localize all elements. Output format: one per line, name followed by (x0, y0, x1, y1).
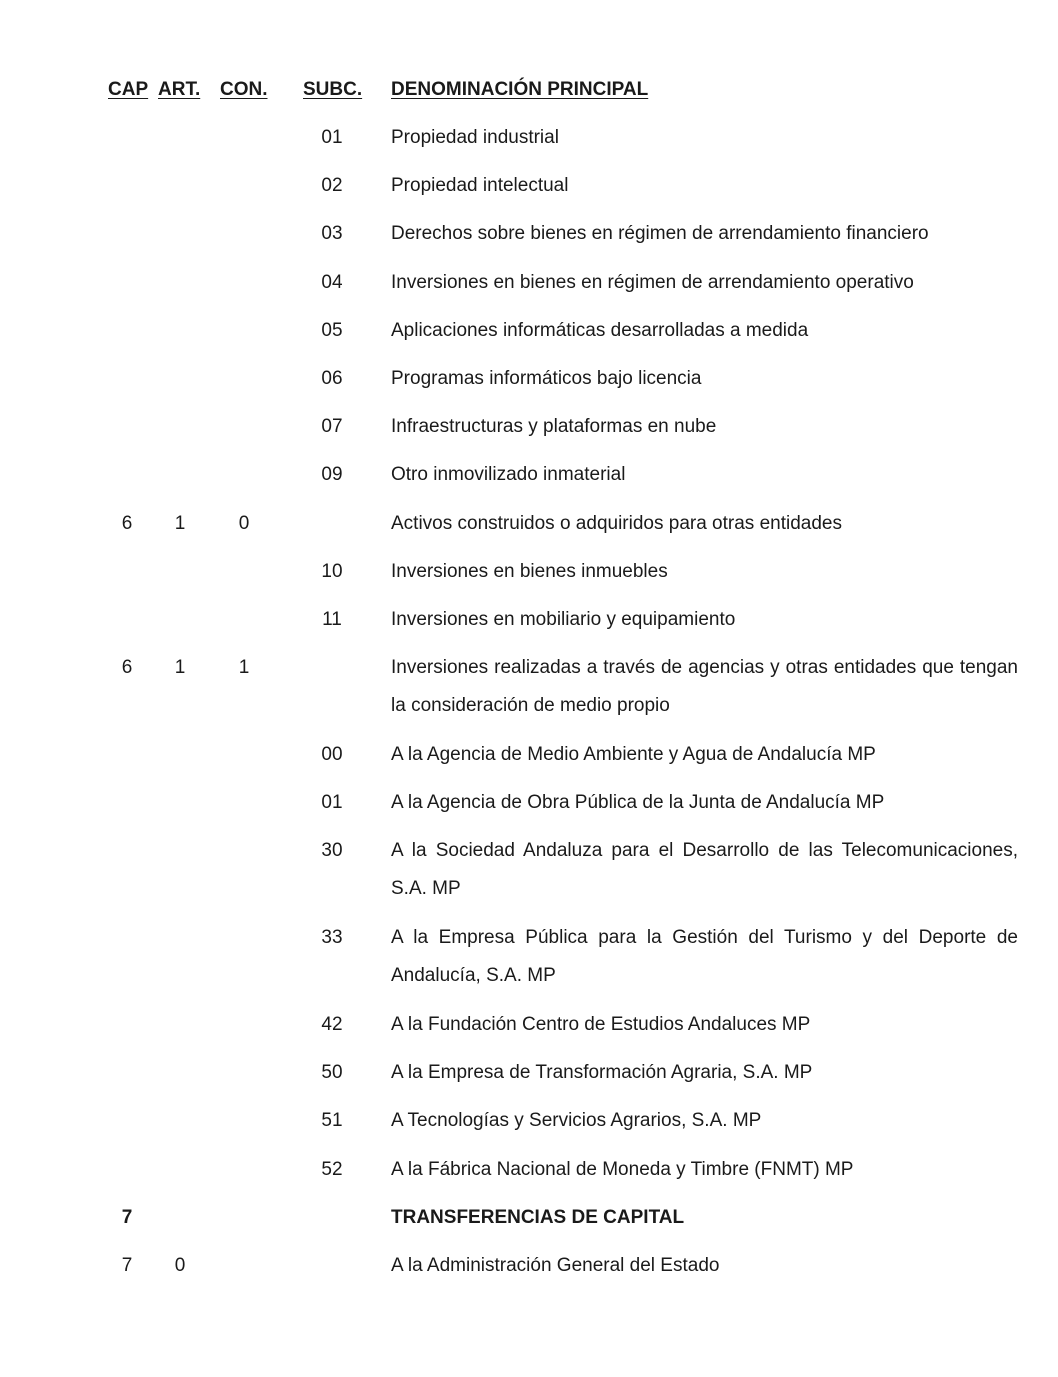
cell-denominacion: Activos construidos o adquiridos para otras entidades (391, 513, 842, 534)
cell-denominacion: A Tecnologías y Servicios Agrarios, S.A. MP (391, 1110, 762, 1131)
cell-subc: 03 (321, 223, 343, 244)
cell-denominacion: Propiedad industrial (391, 127, 559, 148)
cell-denominacion: A la Fábrica Nacional de Moneda y Timbre (FNMT) MP (391, 1159, 854, 1180)
cell-subc: 51 (321, 1110, 343, 1131)
cell-denominacion: Propiedad intelectual (391, 175, 569, 196)
cell-denominacion: A la Empresa de Transformación Agraria, S.A. MP (391, 1062, 813, 1083)
cell-subc: 02 (321, 175, 343, 196)
cell-con: 1 (238, 657, 250, 678)
header-denominacion: DENOMINACIÓN PRINCIPAL (391, 79, 649, 100)
cell-denominacion: A la Sociedad Andaluza para el Desarrollo de las Telecomunicaciones, S.A. MP (391, 840, 1018, 899)
cell-denominacion: Derechos sobre bienes en régimen de arrendamiento financiero (391, 223, 929, 244)
cell-denominacion: A la Agencia de Obra Pública de la Junta de Andalucía MP (391, 792, 885, 813)
cell-denominacion: Programas informáticos bajo licencia (391, 368, 702, 389)
cell-denominacion: Inversiones realizadas a través de agencias y otras entidades que tengan la consideración de medio propio (391, 657, 1018, 716)
header-art: ART. (158, 79, 201, 100)
cell-subc: 30 (321, 840, 343, 861)
cell-subc: 00 (321, 744, 343, 765)
cell-cap: 7 (121, 1207, 133, 1228)
cell-denominacion: Inversiones en bienes en régimen de arrendamiento operativo (391, 272, 914, 293)
cell-subc: 05 (321, 320, 343, 341)
cell-denominacion: Inversiones en mobiliario y equipamiento (391, 609, 736, 630)
cell-denominacion: TRANSFERENCIAS DE CAPITAL (391, 1207, 685, 1228)
cell-cap: 6 (121, 657, 133, 678)
header-subc: SUBC. (303, 79, 363, 100)
cell-denominacion: A la Administración General del Estado (391, 1255, 720, 1276)
cell-subc: 04 (321, 272, 343, 293)
header-con: CON. (220, 79, 268, 100)
cell-subc: 52 (321, 1159, 343, 1180)
cell-denominacion: Otro inmovilizado inmaterial (391, 464, 626, 485)
cell-art: 0 (174, 1255, 186, 1276)
cell-subc: 33 (321, 927, 343, 948)
cell-art: 1 (174, 513, 186, 534)
cell-subc: 50 (321, 1062, 343, 1083)
cell-denominacion: A la Agencia de Medio Ambiente y Agua de Andalucía MP (391, 744, 876, 765)
cell-subc: 06 (321, 368, 343, 389)
cell-subc: 01 (321, 792, 343, 813)
cell-denominacion: Infraestructuras y plataformas en nube (391, 416, 717, 437)
cell-subc: 42 (321, 1014, 343, 1035)
cell-subc: 09 (321, 464, 343, 485)
cell-denominacion: Inversiones en bienes inmuebles (391, 561, 668, 582)
cell-denominacion: A la Fundación Centro de Estudios Andaluces MP (391, 1014, 811, 1035)
cell-cap: 7 (121, 1255, 133, 1276)
cell-subc: 11 (322, 609, 342, 630)
cell-denominacion: Aplicaciones informáticas desarrolladas a medida (391, 320, 809, 341)
header-cap: CAP (108, 79, 149, 100)
cell-subc: 10 (321, 561, 343, 582)
cell-cap: 6 (121, 513, 133, 534)
cell-denominacion: A la Empresa Pública para la Gestión del Turismo y del Deporte de Andalucía, S.A. MP (391, 927, 1018, 986)
cell-subc: 07 (321, 416, 343, 437)
cell-con: 0 (238, 513, 250, 534)
cell-subc: 01 (321, 127, 343, 148)
cell-art: 1 (174, 657, 186, 678)
